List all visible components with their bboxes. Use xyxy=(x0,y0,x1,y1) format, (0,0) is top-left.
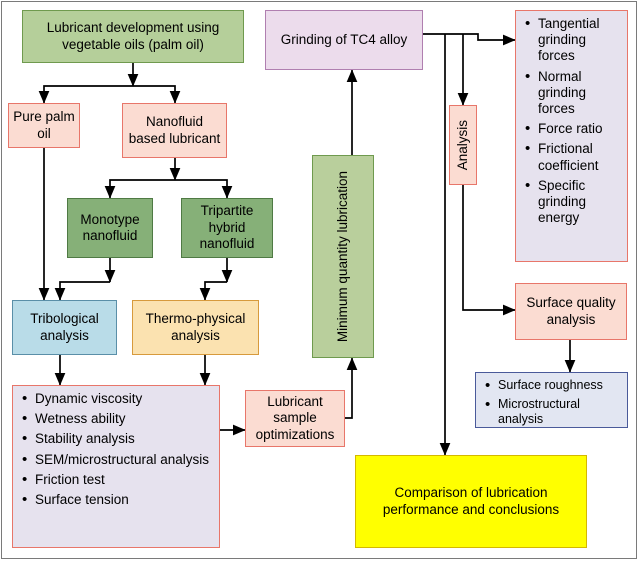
node-label: Thermo-physical analysis xyxy=(145,311,246,343)
node-thermo-physical-analysis[interactable] xyxy=(132,300,259,355)
list-item: • Wetness ability xyxy=(35,411,215,427)
properties-items xyxy=(19,391,215,508)
node-label: Surface quality analysis xyxy=(526,295,616,327)
node-label: Tribological analysis xyxy=(30,311,99,343)
node-label: Comparison of lubrication performance and conclusions xyxy=(382,485,560,517)
node-nanofluid-based-lubricant[interactable] xyxy=(122,103,227,158)
list-item: • Force ratio xyxy=(538,121,623,137)
node-lubricant-sample-optimizations[interactable] xyxy=(245,390,345,447)
node-label: Nanofluid based lubricant xyxy=(128,114,221,146)
list-item: • Dynamic viscosity xyxy=(35,391,215,407)
node-minimum-quantity-lubrication[interactable] xyxy=(312,155,374,358)
list-item: • Surface tension xyxy=(35,492,215,508)
list-item: • Stability analysis xyxy=(35,431,215,447)
node-label: Monotype nanofluid xyxy=(80,211,140,243)
surface-outputs-items xyxy=(482,378,623,427)
node-label: Minimum quantity lubrication xyxy=(334,170,350,343)
node-grinding-outputs-list[interactable] xyxy=(515,10,628,262)
list-item: • Specific grinding energy xyxy=(538,178,623,227)
node-monotype-nanofluid[interactable] xyxy=(67,198,153,258)
list-item: • SEM/microstructural analysis xyxy=(35,452,215,468)
node-analysis[interactable] xyxy=(449,105,477,185)
node-surface-outputs-list[interactable] xyxy=(475,372,628,428)
node-surface-quality-analysis[interactable] xyxy=(515,283,627,340)
list-item: • Microstructural analysis xyxy=(498,397,623,427)
node-grinding-tc4-alloy[interactable] xyxy=(265,10,423,70)
node-label: Tripartite hybrid nanofluid xyxy=(199,203,255,252)
grinding-outputs-items xyxy=(522,16,623,226)
list-item: • Surface roughness xyxy=(498,378,623,393)
node-pure-palm-oil[interactable] xyxy=(8,103,80,148)
list-item: • Tangential grinding forces xyxy=(538,16,623,65)
node-comparison-conclusions[interactable] xyxy=(355,455,587,548)
node-label: Analysis xyxy=(454,119,470,171)
node-label: Pure palm oil xyxy=(13,109,75,141)
list-item: • Normal grinding forces xyxy=(538,69,623,118)
node-lubricant-development[interactable] xyxy=(22,10,244,63)
node-label: Lubricant sample optimizations xyxy=(255,393,335,442)
list-item: • Frictional coefficient xyxy=(538,141,623,173)
node-label: Lubricant development using vegetable oils (palm oil) xyxy=(46,20,220,52)
list-item: • Friction test xyxy=(35,472,215,488)
node-label: Grinding of TC4 alloy xyxy=(280,31,408,47)
node-lubricant-properties-list[interactable] xyxy=(12,385,220,548)
node-tripartite-hybrid-nanofluid[interactable] xyxy=(181,198,273,258)
node-tribological-analysis[interactable] xyxy=(12,300,117,355)
